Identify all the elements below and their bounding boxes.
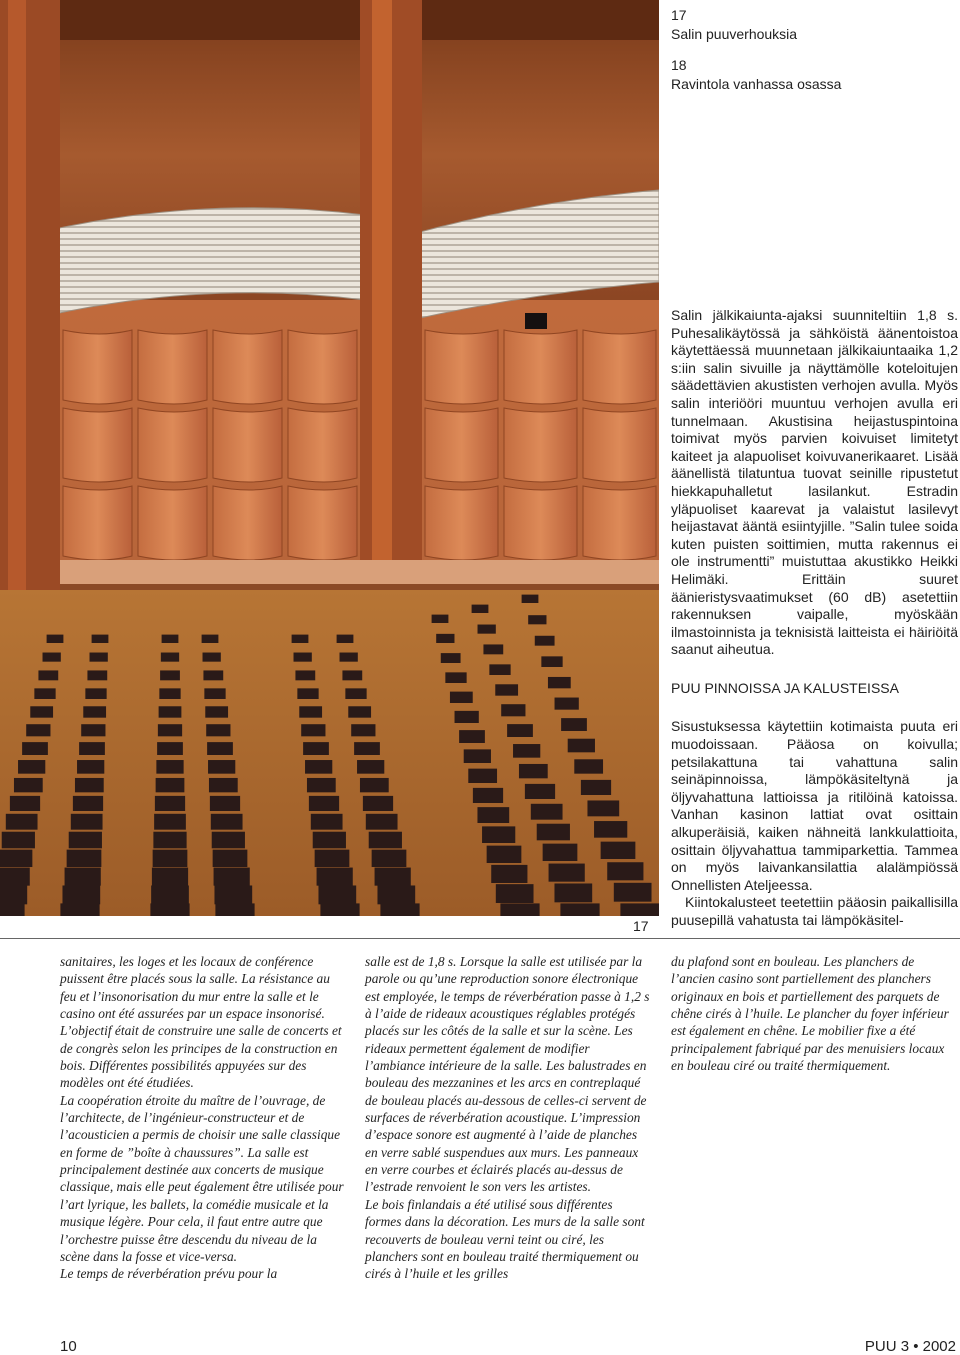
auditorium-seat — [574, 759, 603, 773]
auditorium-seat — [301, 724, 325, 736]
auditorium-seat — [337, 635, 354, 643]
auditorium-seat — [309, 796, 339, 811]
page-number: 10 — [60, 1338, 77, 1355]
auditorium-seat — [34, 688, 55, 699]
wall-panel — [504, 330, 577, 404]
auditorium-seat — [372, 850, 407, 867]
concert-hall-photo — [0, 0, 659, 916]
french-paragraph: L’objectif était de construire une salle de concerts et de congrès selon les principes de la construction en bois. Différentes possibilités appuyées sur des modèles ont été étudiées. — [60, 1023, 342, 1091]
wall-panel — [288, 330, 357, 404]
auditorium-seat — [156, 778, 185, 792]
auditorium-seat — [294, 653, 312, 662]
auditorium-seat — [340, 653, 358, 662]
wall-panel — [425, 408, 498, 482]
auditorium-seat — [156, 760, 183, 774]
auditorium-seat — [377, 885, 415, 904]
auditorium-seat — [380, 903, 419, 916]
auditorium-seat — [531, 804, 563, 820]
auditorium-seat — [205, 706, 228, 717]
caption-17-text: Salin puuverhouksia — [671, 26, 798, 42]
auditorium-seat — [436, 634, 454, 643]
auditorium-seat — [158, 724, 182, 736]
auditorium-seat — [507, 724, 533, 737]
auditorium-seat — [203, 653, 221, 662]
auditorium-seat — [554, 883, 592, 902]
auditorium-seat — [0, 850, 32, 867]
auditorium-seat — [369, 832, 402, 849]
auditorium-seat — [500, 903, 539, 916]
auditorium-seat — [92, 635, 109, 643]
wall-panel — [583, 408, 656, 482]
auditorium-seat — [450, 692, 473, 703]
auditorium-seat — [14, 778, 43, 792]
auditorium-seat — [295, 670, 315, 680]
auditorium-seat — [213, 850, 248, 867]
auditorium-seat — [519, 764, 548, 778]
auditorium-seat — [79, 742, 105, 755]
auditorium-seat — [478, 625, 496, 634]
wall-panel — [288, 408, 357, 482]
auditorium-seat — [489, 664, 510, 675]
auditorium-seat — [464, 749, 491, 763]
auditorium-seat — [152, 868, 188, 886]
auditorium-seat — [161, 653, 179, 662]
auditorium-seat — [537, 824, 570, 841]
auditorium-seat — [560, 903, 599, 916]
french-paragraph: sanitaires, les loges et les locaux de conférence puissent être placés sous la salle. La résistance au feu et l’insonorisation du mur entre la salle et le casino ont été assurées par un espace insonorisé. — [60, 954, 330, 1022]
auditorium-seat — [22, 742, 48, 755]
french-paragraph: du plafond sont en bouleau. Les planchers de l’ancien casino sont partiellement des planchers originaux en bois et partiellement des parquets de chêne cirés à l’huile. Le plancher du foyer inférieur est également en chêne. Le mobilier fixe a été principalement fabriqué par des menuisiers locaux en bouleau ciré ou traité thermiquement. — [671, 954, 949, 1074]
french-column-1 — [60, 953, 345, 1283]
auditorium-seat — [2, 832, 35, 849]
wall-panel — [425, 330, 498, 404]
wall-panel — [425, 486, 498, 560]
auditorium-seat — [83, 706, 106, 717]
auditorium-seat — [620, 903, 659, 916]
auditorium-seat — [535, 636, 555, 646]
auditorium-seat — [318, 885, 356, 904]
french-paragraph: La coopération étroite du maître de l’ouvrage, de l’architecte, de l’ingénieur-constructeur et de l’acousticien a permis de choisir une salle classique en forme de ”boîte à chaussures”. La salle est principalement destinée aux concerts de musique classique, mais elle peut également être utilisée pour l’art lyrique, les ballets, la comédie musicale et la musique légère. Pour cela, il faut entre autre que l’orchestre puisse être descendu du niveau de la scène dans la fosse et vice-versa. — [60, 1092, 344, 1264]
auditorium-seat — [491, 865, 527, 883]
auditorium-seat — [441, 653, 461, 663]
auditorium-seat — [47, 635, 64, 643]
auditorium-seat — [473, 788, 503, 803]
auditorium-seat — [455, 711, 479, 723]
auditorium-seat — [483, 644, 503, 654]
auditorium-seat — [210, 796, 240, 811]
auditorium-seat — [375, 868, 411, 886]
auditorium-seat — [85, 688, 106, 699]
wall-panel — [213, 330, 282, 404]
auditorium-seat — [357, 760, 384, 774]
auditorium-seat — [315, 850, 350, 867]
auditorium-seat — [351, 724, 375, 736]
auditorium-seat — [204, 688, 225, 699]
auditorium-seat — [0, 885, 27, 904]
auditorium-seat — [548, 677, 571, 688]
auditorium-seat — [73, 796, 103, 811]
auditorium-seat — [496, 884, 534, 903]
french-paragraph: salle est de 1,8 s. Lorsque la salle est utilisée par la parole ou qu’une reproduction sonore électronique est employée, le temps de réverbération passe à 1,2 s à l’aide de rideaux acoustiques réglables protégés placés sur les côtés de la salle et sur la scène. Les rideaux permettent également de modifier l’ambiance intérieure de la salle. Les balustrades en bouleau des mezzanines et les arcs en contreplaqué de bouleau placés au-dessous de celles-ci servent de surfaces de réverbération acoustique. L’impression d’espace sonore est augmenté à l’aide de planches en verre sablé suspendues aux murs. Les panneaux en verre courbes et éclairés placés au-dessus de l’estrade renvoient le son vers les artistes. — [365, 954, 650, 1195]
auditorium-seat — [549, 864, 585, 882]
figure-captions — [671, 6, 951, 94]
finnish-paragraph-materials: Sisustuksessa käytettiin kotimaista puuta eri muodoissaan. Pääosa on koivulla; petsilakattuna tai vahattuna salin seinäpinnoissa, lämpökäsiteltynä ja öljyvahattuna lattioissa ja ritilöinä katoissa. Vanhan kasinon lattiat ovat osittain alkuperäisiä, kaiken nähneitä lankkulattioita, osittain öljyvahattua tammiparkettia. Tammea on myös laivankansilattia alalämpiössä Onnellisten Ateljeessa. — [671, 718, 958, 893]
auditorium-seat — [487, 846, 522, 863]
auditorium-seat — [159, 706, 182, 717]
auditorium-seat — [297, 688, 318, 699]
auditorium-seat — [299, 706, 322, 717]
auditorium-seat — [307, 778, 336, 792]
auditorium-seat — [522, 595, 539, 603]
auditorium-seat — [0, 868, 30, 886]
auditorium-seat — [154, 814, 186, 830]
auditorium-seat — [555, 698, 579, 710]
finnish-paragraph-acoustics: Salin jälkikaiunta-ajaksi suunniteltiin 1,8 s. Puhesalikäytössä ja sähköistä äänentoistoa käytettäessä muunnetaan jälkikaiuntaaika 1,2 s:iin salin sivuille ja näyttämölle koteloitujen säädettävien akustisten verhojen avulla. Myös salin interiööri muuntuu verhojen avulla eri tunnelmaan. Akustisina heijastuspintoina toimivat myös parvien koivuiset limitetyt kaiteet ja alapuoliset koivuvanerikaaret. Lisää äänellistä tilatuntua tuovat seinille ripustetut hiekkapuhalletut lasilankut. Estradin yläpuoliset kaarevat ja valaistut lasilevyt heijastavat ääntä esiintyjille. ”Salin tulee soida kuten puisten soittimien, mutta rakennus ei ole instrumentti” muistuttaa akustikko Heikki Helimäki. Erittäin suuret äänieristysvaatimukset (60 dB) asetettiin rakennuksen vaipalle, myöskään ilmastoinnista ja teknisistä laitteista ei häiriöitä saanut aiheutua. — [671, 307, 958, 658]
auditorium-seat — [209, 778, 238, 792]
auditorium-seat — [513, 744, 540, 758]
auditorium-seat — [468, 769, 497, 783]
auditorium-seat — [159, 688, 180, 699]
auditorium-seat — [214, 885, 252, 904]
auditorium-seat — [292, 635, 309, 643]
auditorium-seat — [155, 796, 185, 811]
wall-panel — [504, 408, 577, 482]
caption-17-number: 17 — [671, 7, 687, 23]
wall-panel — [138, 330, 207, 404]
auditorium-seat — [87, 670, 107, 680]
auditorium-seat — [150, 903, 189, 916]
finnish-paragraph-furniture: Kiintokalusteet teetettiin pääosin paikallisilla puusepillä vahatusta tai lämpökäsitel- — [671, 894, 958, 928]
auditorium-seat — [482, 826, 515, 843]
auditorium-seat — [206, 724, 230, 736]
auditorium-seat — [151, 885, 189, 904]
auditorium-seat — [317, 868, 353, 886]
auditorium-seat — [81, 724, 105, 736]
auditorium-seat — [157, 742, 183, 755]
auditorium-seat — [541, 656, 562, 667]
section-heading: PUU PINNOISSA JA KALUSTEISSA — [671, 679, 899, 696]
auditorium-seat — [568, 739, 595, 753]
auditorium-seat — [208, 760, 235, 774]
auditorium-seat — [495, 684, 518, 695]
french-paragraph: Le bois finlandais a été utilisé sous différentes formes dans la décoration. Les murs de la salle sont recouverts de bouleau verni teint ou ciré, les planchers sont en bouleau traité thermiquement ou cirés à l’huile et les grilles — [365, 1196, 645, 1282]
photo-figure-number: 17 — [633, 918, 649, 934]
auditorium-seat — [18, 760, 45, 774]
auditorium-seat — [320, 903, 359, 916]
auditorium-seat — [366, 814, 398, 830]
wall-panel — [583, 330, 656, 404]
auditorium-seat — [207, 742, 233, 755]
auditorium-seat — [65, 868, 101, 886]
wall-panel — [288, 486, 357, 560]
auditorium-seat — [363, 796, 393, 811]
wall-panel — [138, 408, 207, 482]
auditorium-seat — [69, 832, 102, 849]
auditorium-seat — [211, 814, 243, 830]
auditorium-seat — [77, 760, 104, 774]
auditorium-seat — [160, 670, 180, 680]
auditorium-seat — [525, 784, 555, 799]
auditorium-seat — [214, 868, 250, 886]
auditorium-seat — [90, 653, 108, 662]
auditorium-seat — [581, 780, 611, 795]
auditorium-seat — [354, 742, 380, 755]
auditorium-seat — [501, 704, 525, 716]
wall-panel — [63, 486, 132, 560]
auditorium-seat — [153, 850, 188, 867]
auditorium-seat — [477, 807, 509, 823]
wall-panel — [138, 486, 207, 560]
auditorium-seat — [30, 706, 53, 717]
auditorium-seat — [62, 885, 100, 904]
auditorium-seat — [215, 903, 254, 916]
auditorium-seat — [43, 653, 61, 662]
auditorium-seat — [587, 800, 619, 816]
auditorium-seat — [162, 635, 179, 643]
auditorium-seat — [305, 760, 332, 774]
wall-panel — [583, 486, 656, 560]
auditorium-seat — [360, 778, 389, 792]
wall-panel — [213, 408, 282, 482]
auditorium-seat — [202, 635, 219, 643]
auditorium-seat — [75, 778, 104, 792]
french-paragraph: Le temps de réverbération prévu pour la — [60, 1266, 278, 1282]
auditorium-seat — [594, 821, 627, 838]
caption-18-number: 18 — [671, 57, 687, 73]
auditorium-seat — [528, 615, 546, 624]
auditorium-seat — [303, 742, 329, 755]
auditorium-seat — [212, 832, 245, 849]
auditorium-seat — [543, 844, 578, 861]
concert-hall-illustration — [0, 0, 659, 916]
auditorium-seat — [10, 796, 40, 811]
auditorium-seat — [472, 605, 489, 613]
auditorium-seat — [601, 842, 636, 859]
auditorium-seat — [607, 862, 643, 880]
auditorium-seat — [26, 724, 50, 736]
french-column-3 — [671, 953, 956, 1074]
wall-panel — [63, 408, 132, 482]
auditorium-seat — [432, 615, 449, 623]
wall-panel — [63, 330, 132, 404]
auditorium-seat — [153, 832, 186, 849]
auditorium-seat — [313, 832, 346, 849]
divider-rule — [0, 938, 960, 939]
finnish-article-column — [671, 307, 958, 930]
wall-panel — [213, 486, 282, 560]
caption-18-text: Ravintola vanhassa osassa — [671, 76, 842, 92]
auditorium-seat — [203, 670, 223, 680]
auditorium-seat — [445, 672, 466, 683]
auditorium-seat — [0, 903, 25, 916]
publication-issue: PUU 3 • 2002 — [864, 1338, 956, 1355]
auditorium-seat — [348, 706, 371, 717]
auditorium-seat — [342, 670, 362, 680]
auditorium-seat — [459, 730, 485, 743]
auditorium-seat — [561, 718, 587, 731]
auditorium-seat — [614, 883, 652, 902]
french-column-2 — [365, 953, 650, 1283]
auditorium-seat — [311, 814, 343, 830]
auditorium-seat — [345, 688, 366, 699]
auditorium-seat — [67, 850, 102, 867]
auditorium-seat — [6, 814, 38, 830]
auditorium-seat — [38, 670, 58, 680]
auditorium-seat — [71, 814, 103, 830]
auditorium-seat — [60, 903, 99, 916]
wall-panel — [504, 486, 577, 560]
